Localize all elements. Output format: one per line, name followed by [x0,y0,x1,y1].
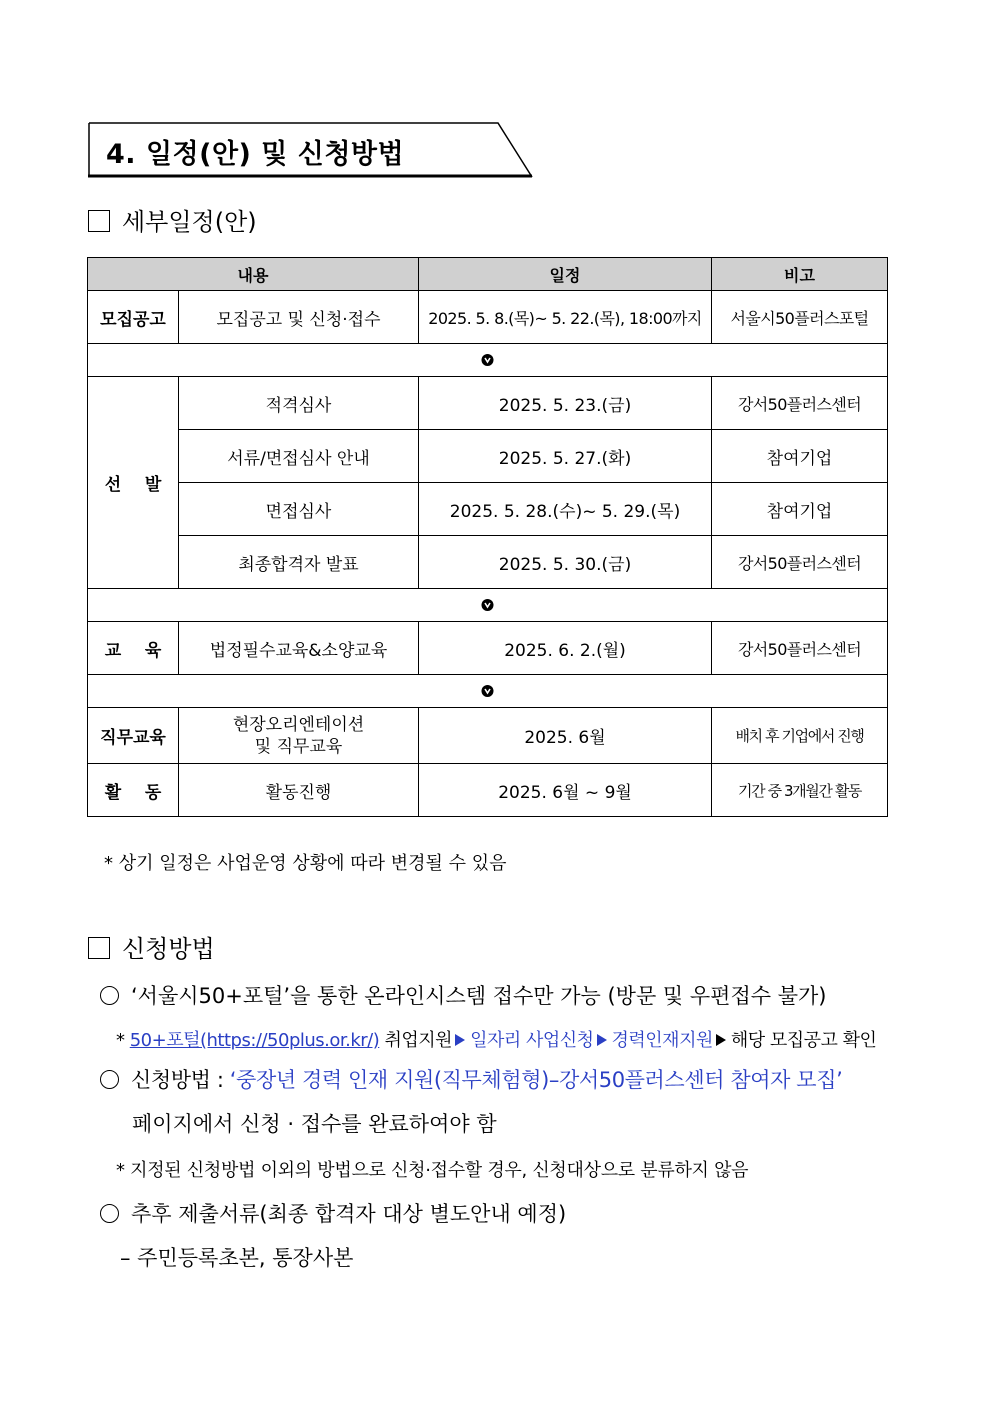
note-cell: 기간 중 3개월간 활동 [712,764,888,817]
apply-point-2-prefix: 신청방법 : [131,1068,230,1092]
table-row [88,536,888,589]
table-row [88,483,888,536]
item-line: 현장오리엔테이션 [232,714,365,735]
category-cell: 직무교육 [88,708,179,764]
triangle-right-icon [597,1034,607,1046]
table-row [88,764,888,817]
header-content: 내용 [88,258,419,291]
table-row [88,291,888,344]
date-cell: 2025. 6. 2.(월) [419,622,712,675]
note-star: * [116,1030,125,1051]
apply-point-3-item: – 주민등록초본, 통장사본 [120,1246,354,1270]
apply-heading-text: 신청방법 [122,935,215,963]
item-cell: 활동진행 [179,764,419,817]
apply-point-1-text: ‘서울시50+포털’을 통한 온라인시스템 접수만 가능 (방문 및 우편접수 불가) [131,984,827,1008]
note-cell: 참여기업 [712,430,888,483]
date-cell: 2025. 5. 8.(목)~ 5. 22.(목), 18:00까지 [419,291,712,344]
item-line: 및 직무교육 [254,736,343,757]
note-cell: 배치 후 기업에서 진행 [712,708,888,764]
checkbox-square-icon [88,210,110,232]
apply-point-2 [100,1064,842,1094]
arrow-cell [88,344,888,377]
schedule-table [87,257,888,817]
category-cell: 모집공고 [88,291,179,344]
apply-point-2-line2: 페이지에서 신청 · 접수를 완료하여야 함 [132,1112,497,1136]
table-header-row [88,258,888,291]
triangle-right-icon [716,1034,726,1046]
arrow-cell [88,589,888,622]
item-cell: 최종합격자 발표 [179,536,419,589]
step-label: 일자리 사업신청 [470,1030,594,1051]
note-cell: 참여기업 [712,483,888,536]
header-date: 일정 [419,258,712,291]
checkbox-square-icon [88,937,110,959]
table-row [88,708,888,764]
date-cell: 2025. 6월 [419,708,712,764]
note-cell: 강서50플러스센터 [712,536,888,589]
apply-point-3-text: 추후 제출서류(최종 합격자 대상 별도안내 예정) [131,1202,567,1226]
down-arrow-icon [481,353,494,368]
date-cell: 2025. 5. 28.(수)~ 5. 29.(목) [419,483,712,536]
date-cell: 2025. 5. 27.(화) [419,430,712,483]
apply-point-3 [100,1198,566,1228]
item-cell: 법정필수교육&소양교육 [179,622,419,675]
schedule-heading [88,202,257,237]
section-header [88,122,534,178]
schedule-footnote: * 상기 일정은 사업운영 상황에 따라 변경될 수 있음 [104,853,507,874]
item-cell: 서류/면접심사 안내 [179,430,419,483]
section-title: 4. 일정(안) 및 신청방법 [106,139,405,170]
circle-bullet-icon [100,1204,119,1223]
apply-point-2-highlight: ‘중장년 경력 인재 지원(직무체험형)–강서50플러스센터 참여자 모집’ [229,1068,843,1092]
triangle-right-icon [455,1034,465,1046]
note-cell: 강서50플러스센터 [712,622,888,675]
apply-point-1-note [116,1026,876,1052]
step-label: 경력인재지원 [611,1030,713,1051]
step-label: 취업지원 [384,1030,453,1051]
item-cell [179,708,419,764]
item-cell: 모집공고 및 신청·접수 [179,291,419,344]
date-cell: 2025. 6월 ~ 9월 [419,764,712,817]
apply-point-2-note: * 지정된 신청방법 이외의 방법으로 신청·접수할 경우, 신청대상으로 분류하지 않음 [116,1160,749,1181]
arrow-row [88,344,888,377]
note-cell: 강서50플러스센터 [712,377,888,430]
circle-bullet-icon [100,986,119,1005]
item-cell: 적격심사 [179,377,419,430]
table-row [88,430,888,483]
date-cell: 2025. 5. 23.(금) [419,377,712,430]
category-cell: 활 동 [88,764,179,817]
header-note: 비고 [712,258,888,291]
apply-point-1 [100,980,826,1010]
arrow-row [88,675,888,708]
circle-bullet-icon [100,1070,119,1089]
portal-link[interactable]: 50+포털(https://50plus.or.kr/) [129,1030,380,1051]
arrow-cell [88,675,888,708]
note-cell: 서울시50플러스포털 [712,291,888,344]
table-row [88,377,888,430]
schedule-heading-text: 세부일정(안) [122,208,257,236]
category-cell: 교 육 [88,622,179,675]
category-cell: 선 발 [88,377,179,589]
table-row [88,622,888,675]
apply-heading [88,929,215,964]
down-arrow-icon [481,684,494,699]
down-arrow-icon [481,598,494,613]
arrow-row [88,589,888,622]
date-cell: 2025. 5. 30.(금) [419,536,712,589]
item-cell: 면접심사 [179,483,419,536]
step-label: 해당 모집공고 확인 [730,1030,877,1051]
